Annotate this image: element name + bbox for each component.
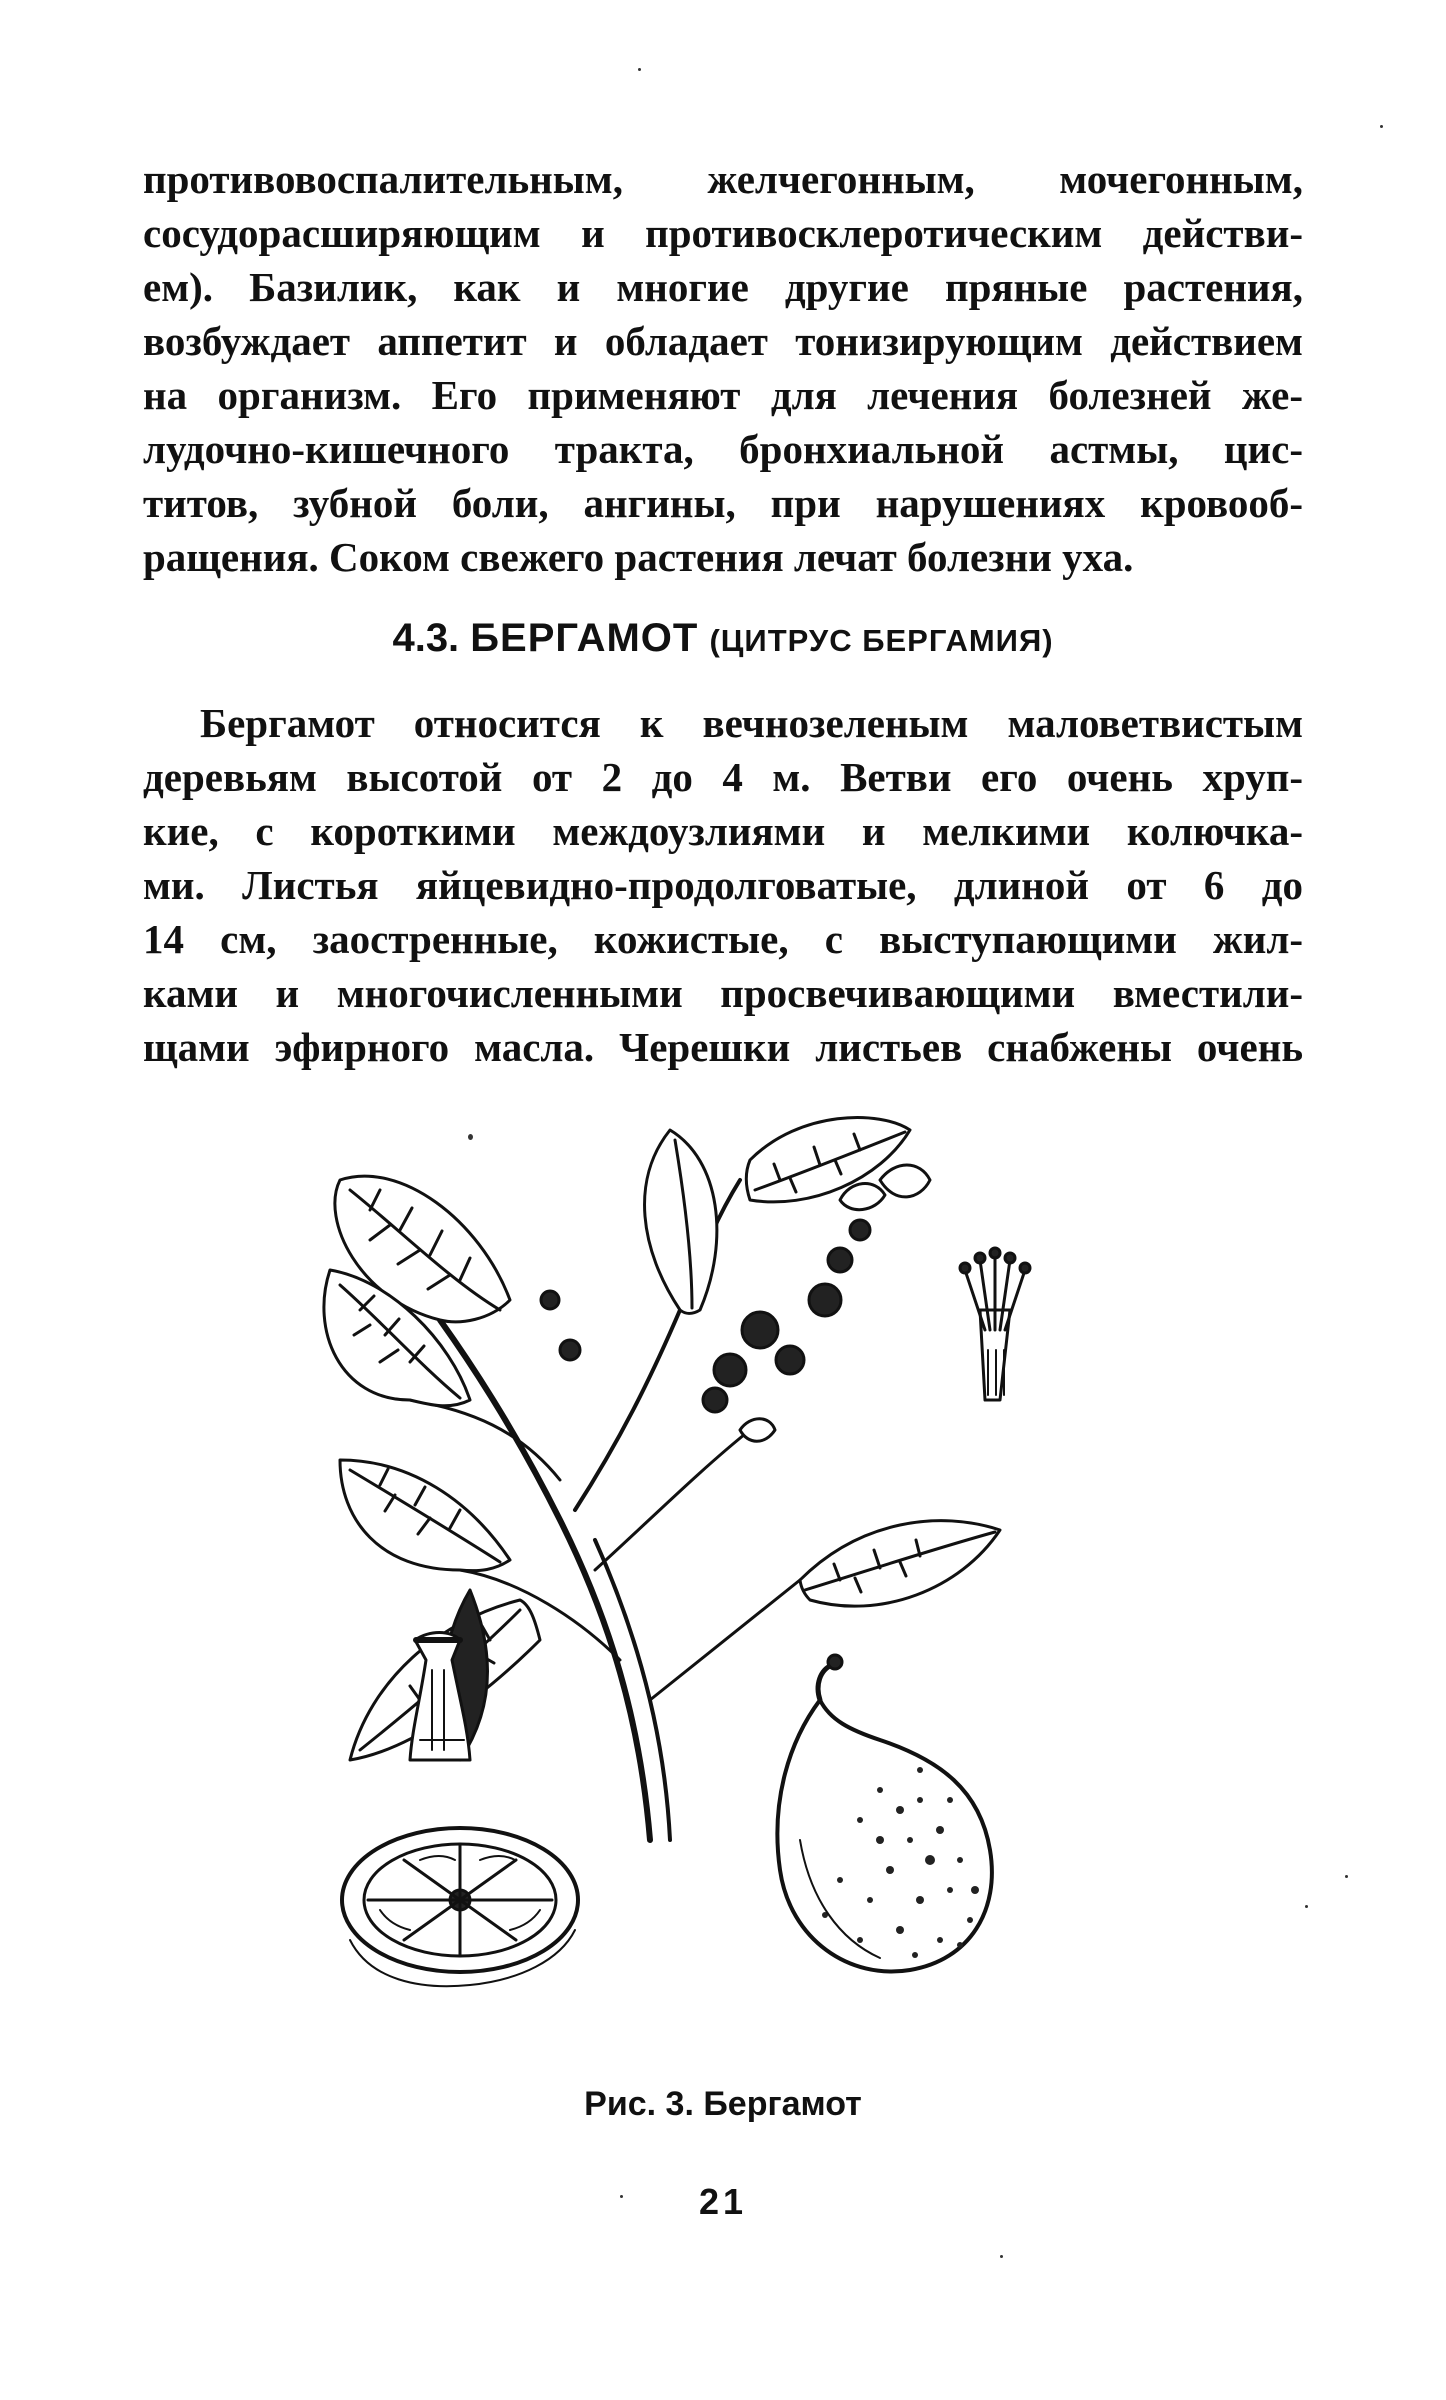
fruit-cross-section	[342, 1828, 578, 1986]
text-line: деревьям высотой от 2 до 4 м. Ветви его очень хруп-	[143, 754, 1303, 800]
text-line: ми. Листья яйцевидно-продолговатые, длиной от 6 до	[143, 862, 1303, 908]
text-line: ращения. Соком свежего растения лечат болезни уха.	[143, 534, 1134, 580]
scan-speck	[620, 2195, 623, 2198]
text-line: лудочно-кишечного тракта, бронхиальной астмы, цис-	[143, 426, 1303, 472]
section-heading	[143, 610, 1303, 669]
scan-speck	[638, 68, 641, 71]
page-number: 21	[698, 2181, 748, 2222]
leaf	[340, 1460, 510, 1571]
scan-speck	[1345, 1875, 1348, 1878]
text-line: титов, зубной боли, ангины, при нарушениях кровооб-	[143, 480, 1303, 526]
section-title	[470, 616, 698, 660]
scan-speck	[468, 1134, 473, 1140]
scan-speck	[1000, 2255, 1003, 2258]
text-line: щами эфирного масла. Черешки листьев снабжены очень	[143, 1024, 1303, 1070]
bergamot-illustration	[320, 1100, 1100, 2020]
branch	[595, 1540, 670, 1840]
section-subtitle: (ЦИТРУС БЕРГАМИЯ)	[709, 623, 1054, 658]
text-line: Бергамот относится к вечнозеленым маловетвистым	[200, 700, 1303, 746]
text-line: ем). Базилик, как и многие другие пряные растения,	[143, 264, 1303, 310]
text-line: на организм. Его применяют для лечения болезней же-	[143, 372, 1303, 418]
leaf	[645, 1130, 717, 1313]
branch	[595, 1430, 750, 1570]
text-line: кие, с короткими междоузлиями и мелкими колючка-	[143, 808, 1303, 854]
branch	[650, 1580, 800, 1700]
branch	[440, 1320, 650, 1840]
figure-caption: Рис. 3. Бергамот	[584, 2085, 862, 2123]
text-line: возбуждает аппетит и обладает тонизирующим действием	[143, 318, 1303, 364]
section-number: 4.3.	[392, 616, 460, 660]
scan-speck	[1305, 1905, 1308, 1908]
text-line: противовоспалительным, желчегонным, мочегонным,	[143, 156, 1303, 202]
branch	[410, 1400, 560, 1480]
stamen-detail	[960, 1248, 1030, 1400]
section-title-text: БЕРГАМОТ	[470, 616, 699, 660]
text-line: ками и многочисленными просвечивающими вместили-	[143, 970, 1303, 1016]
text-line: сосудорасширяющим и противосклеротическим действи-	[143, 210, 1303, 256]
text-line: 14 см, заостренные, кожистые, с выступающими жил-	[143, 916, 1303, 962]
leaf	[800, 1521, 1000, 1607]
scan-speck	[1380, 125, 1383, 128]
fruit-whole	[777, 1655, 991, 1972]
